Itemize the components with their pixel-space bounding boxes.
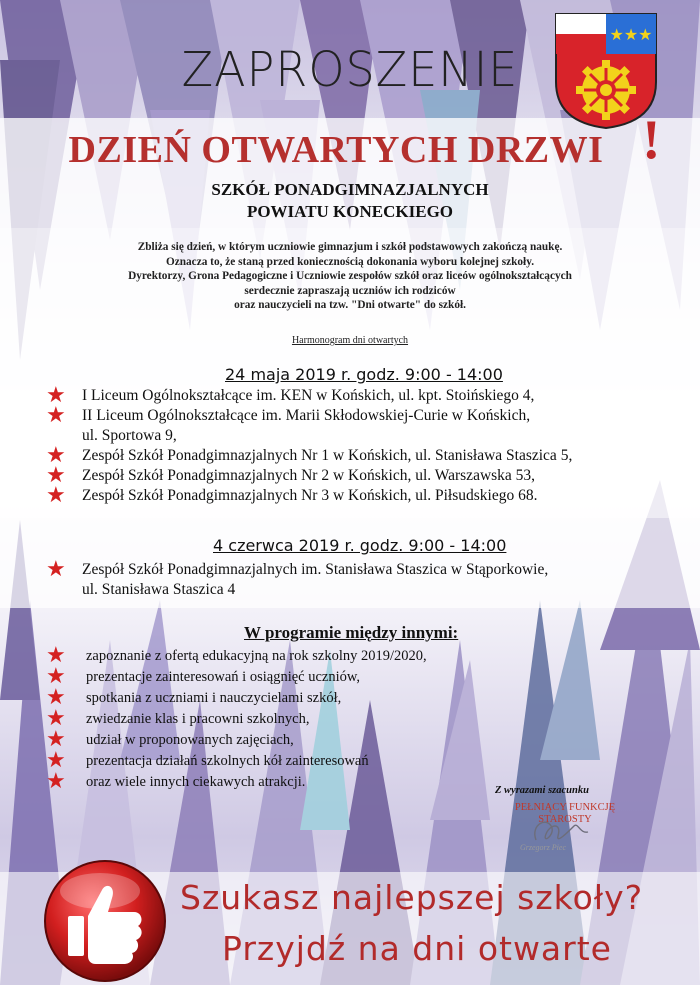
intro-line: Dyrektorzy, Grona Pedagogiczne i Uczniowie zespołów szkół oraz liceów ogólnokształcących (128, 270, 572, 282)
star-icon: ★ (46, 705, 66, 730)
list-item (46, 556, 549, 581)
day1-date: 24 maja 2019 r. godz. 9:00 - 14:00 (225, 365, 503, 384)
star-icon: ★ (46, 402, 66, 427)
exclamation-mark: ! (642, 109, 661, 171)
intro-line: oraz nauczycieli na tzw. "Dni otwarte" do szkół. (234, 299, 466, 311)
program-item: prezentacja działań szkolnych kół zainteresowań (86, 753, 369, 769)
day2-date: 4 czerwca 2019 r. godz. 9:00 - 14:00 (213, 536, 507, 555)
intro-paragraph (90, 240, 610, 313)
program-item: spotkania z uczniami i nauczycielami szkół, (86, 690, 342, 706)
program-item: zwiedzanie klas i pracowni szkolnych, (86, 711, 310, 727)
intro-line: Oznacza to, że staną przed koniecznością dokonania wyboru kolejnej szkoły. (165, 255, 535, 268)
program-item: zapoznanie z ofertą edukacyjną na rok szkolny 2019/2020, (86, 648, 427, 664)
main-title: DZIEŃ OTWARTYCH DRZWI (68, 129, 604, 171)
school-name: Zespół Szkół Ponadgimnazjalnych Nr 3 w Końskich, ul. Piłsudskiego 68. (82, 487, 538, 504)
program-list (46, 642, 427, 793)
star-icon: ★ (46, 642, 66, 667)
thumbs-up-icon (40, 856, 170, 985)
schedule-heading: Harmonogram dni otwartych (291, 335, 409, 346)
program-item: prezentacje zainteresowań i osiągnięć uczniów, (86, 669, 361, 685)
list-item (46, 482, 572, 507)
invitation-title: ZAPROSZENIE (181, 40, 519, 98)
regards-text: Z wyrazami szacunku (495, 785, 589, 796)
intro-line: Zbliża się dzień, w którym uczniowie gimnazjum i szkół podstawowych zakończą naukę. (137, 241, 563, 253)
list-item (46, 684, 427, 709)
star-icon: ★ (46, 663, 66, 688)
list-item (46, 768, 427, 793)
list-item (46, 402, 572, 427)
school-name: Zespół Szkół Ponadgimnazjalnych im. Stanisława Staszica w Stąporkowie, (82, 561, 549, 578)
slogan-line-1: Szukasz najlepszej szkoły? (180, 878, 644, 917)
subtitle-line-1: SZKÓŁ PONADGIMNAZJALNYCH (211, 180, 489, 199)
star-icon: ★ (46, 726, 66, 751)
star-icon: ★ (46, 556, 66, 581)
list-item (46, 462, 572, 487)
star-icon: ★ (46, 684, 66, 709)
list-item (46, 663, 427, 688)
program-item: udział w proponowanych zajęciach, (86, 732, 294, 748)
star-icon: ★ (46, 768, 66, 793)
star-icon: ★ (46, 442, 66, 467)
signatory-name: Grzegorz Piec (520, 843, 566, 852)
list-item (46, 642, 427, 667)
slogan-line-2: Przyjdź na dni otwarte (222, 929, 612, 968)
program-item: oraz wiele innych ciekawych atrakcji. (86, 774, 306, 790)
star-icon: ★ (46, 747, 66, 772)
subtitle-line-2: POWIATU KONECKIEGO (246, 202, 454, 221)
school-name: I Liceum Ogólnokształcące im. KEN w Końskich, ul. kpt. Stoińskiego 4, (82, 387, 535, 404)
list-item (46, 442, 573, 467)
intro-line: serdecznie zapraszają uczniów ich rodziców (244, 284, 456, 297)
signatory-role: PEŁNIĄCY FUNKCJĘ (514, 802, 616, 813)
program-heading: W programie między innymi: (244, 623, 459, 642)
svg-text:★★★: ★★★ (609, 25, 653, 44)
school-address-cont: ul. Stanisława Staszica 4 (82, 581, 236, 598)
school-name: Zespół Szkół Ponadgimnazjalnych Nr 2 w Końskich, ul. Warszawska 53, (82, 467, 536, 484)
day1-school-list (46, 382, 573, 507)
star-icon: ★ (46, 482, 66, 507)
star-icon: ★ (46, 382, 66, 407)
star-icon: ★ (46, 462, 66, 487)
school-address-cont: ul. Sportowa 9, (82, 427, 177, 444)
list-item (46, 705, 427, 730)
school-name: II Liceum Ogólnokształcące im. Marii Skłodowskiej-Curie w Końskich, (82, 407, 531, 424)
signatory-role: STAROSTY (538, 814, 592, 825)
school-name: Zespół Szkół Ponadgimnazjalnych Nr 1 w Końskich, ul. Stanisława Staszica 5, (82, 447, 573, 464)
day2-school-list (46, 556, 549, 600)
list-item (46, 747, 427, 772)
list-item (46, 382, 572, 407)
list-item (46, 726, 427, 751)
